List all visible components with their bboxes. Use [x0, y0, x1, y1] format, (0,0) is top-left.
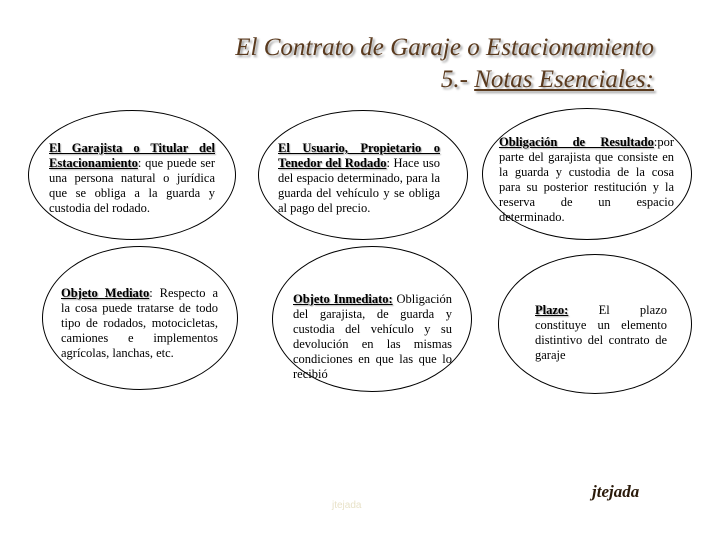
author-signature: jtejada: [592, 482, 640, 501]
note-text: : que puede ser una persona natural o jurídica que se obliga a la guarda y custodia del rodado.: [49, 156, 215, 215]
subtitle-underlined: Notas Esenciales:: [474, 66, 654, 93]
note-term: Objeto Inmediato:: [293, 292, 393, 306]
note-garajista: [49, 141, 215, 216]
note-obligacion: [499, 135, 674, 225]
subtitle-prefix: 5.-: [440, 66, 475, 93]
slide-subtitle: [441, 66, 654, 94]
note-objeto-mediato: [61, 286, 218, 361]
note-text: : Hace uso del espacio determinado, para la guarda del vehículo y se obliga al pago del precio.: [278, 156, 440, 215]
note-plazo: [535, 303, 667, 363]
note-text: :por parte del garajista que consiste en la guarda y custodia de la cosa para su posterior restitución y la reserva de un espacio determinado.: [499, 135, 674, 224]
note-text: : Respecto a la cosa puede tratarse de todo tipo de rodados, motocicletas, camiones e implementos agrícolas, lanchas, etc.: [61, 286, 219, 360]
note-term: Plazo:: [535, 303, 569, 317]
note-term: Objeto Mediato: [61, 286, 150, 300]
note-term: El Garajista o Titular del Estacionamiento: [49, 141, 215, 170]
note-objeto-inmediato: [293, 292, 452, 382]
slide-title: El Contrato de Garaje o Estacionamiento: [235, 34, 654, 61]
footer-watermark: jtejada: [332, 500, 362, 511]
note-text: Obligación del garajista, de guarda y custodia del vehículo y su devolución en las mismas condiciones en que las que lo recibió: [293, 292, 452, 381]
note-term: Obligación de Resultado: [499, 135, 654, 149]
note-term: El Usuario, Propietario o Tenedor del Rodado: [278, 141, 440, 170]
note-usuario: [278, 141, 440, 216]
note-text: El plazo constituye un elemento distintivo del contrato de garaje: [535, 303, 667, 362]
